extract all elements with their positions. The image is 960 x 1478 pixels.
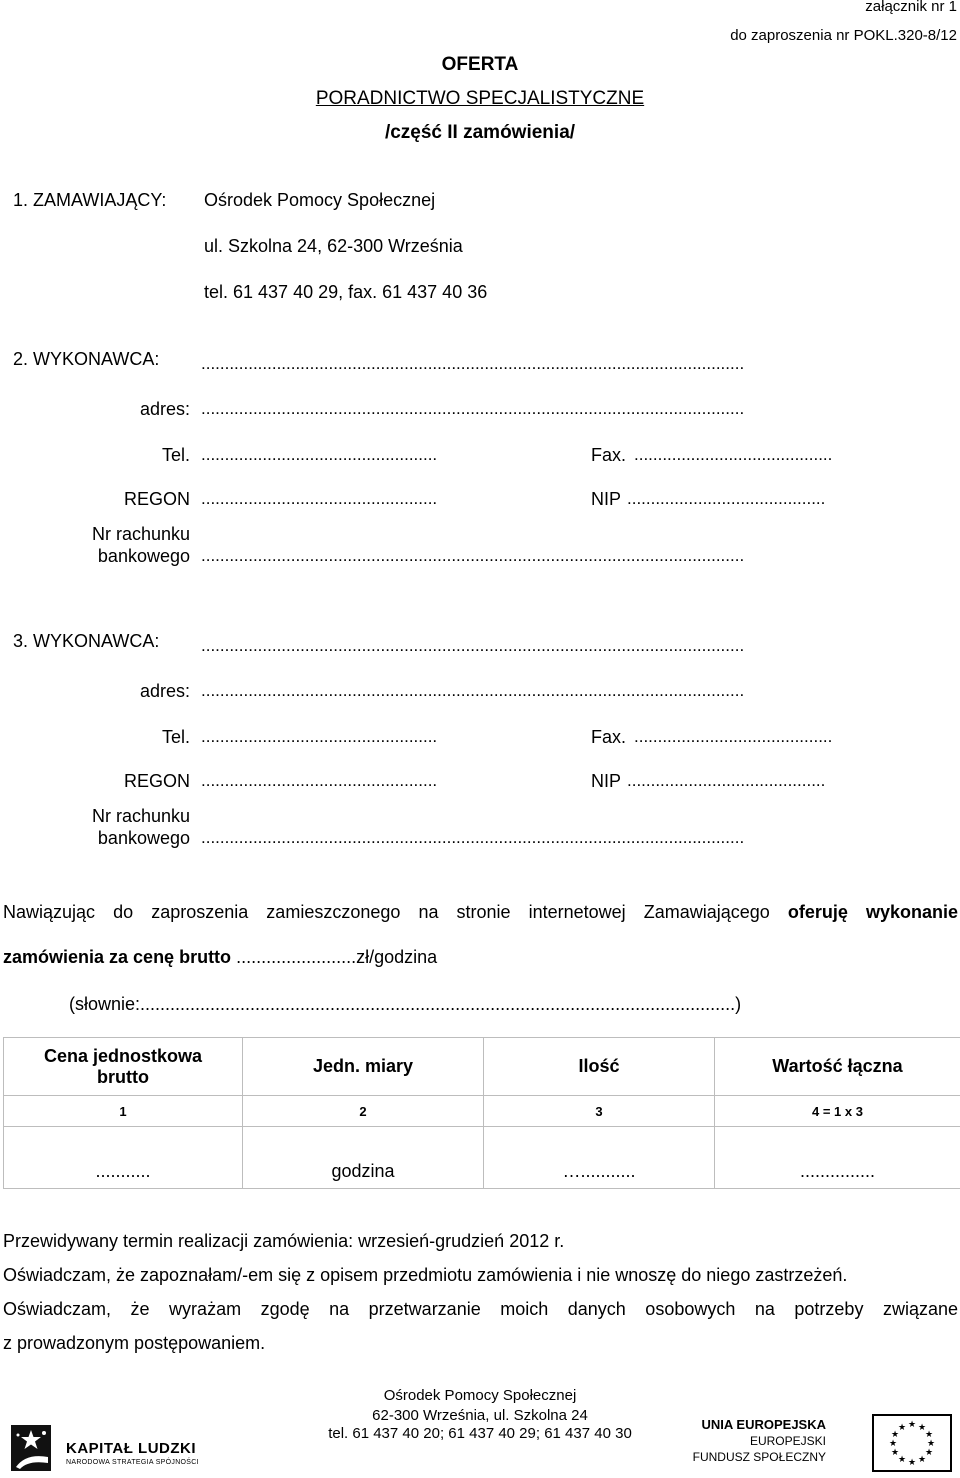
unit-price-field[interactable]: ........... [4,1127,243,1189]
svg-text:★: ★ [890,1448,900,1458]
col-number: 1 [4,1096,243,1127]
footer-phones: tel. 61 437 40 20; 61 437 40 29; 61 437 40 30 [328,1425,632,1442]
price-in-words-field[interactable]: (słownie:.......................................................................................................................) [69,994,742,1014]
kapital-ludzki-emblem-icon [8,1423,56,1475]
attachment-label: załącznik nr 1 [865,0,957,15]
fax-label: Fax. [591,445,627,465]
declaration-2-line1: Oświadczam, że wyrażam zgodę na przetwarzanie moich danych osobowych na potrzeby związane [3,1299,958,1319]
footer-address: 62-300 Września, ul. Szkolna 24 [372,1407,588,1424]
ordering-party-phones: tel. 61 437 40 29, fax. 61 437 40 36 [204,282,488,302]
account-field[interactable]: ................................................................................................................... [201,828,745,847]
contractor-name-field[interactable]: ................................................................................................................... [201,354,745,373]
document-subtitle: PORADNICTWO SPECJALISTYCZNE [315,88,645,109]
regon-field[interactable]: .................................................. [201,771,438,790]
nip-label: NIP [591,771,622,791]
regon-field[interactable]: .................................................. [201,489,438,508]
svg-text:★: ★ [907,1420,917,1430]
fax-field[interactable]: .......................................... [634,727,833,746]
account-label-line2: bankowego [97,546,190,566]
address-field[interactable]: ................................................................................................................... [201,399,745,418]
document-part: /część II zamówienia/ [384,122,576,143]
tel-label: Tel. [161,727,190,747]
svg-text:★: ★ [897,1423,907,1433]
declaration-1: Oświadczam, że zapoznałam/-em się z opisem przedmiotu zamówienia i nie wnoszę do niego zastrzeżeń. [3,1265,848,1285]
invitation-reference: do zaproszenia nr POKL.320-8/12 [730,27,957,44]
address-label: adres: [139,399,190,419]
address-field[interactable]: ................................................................................................................... [201,681,745,700]
offer-intro: Nawiązując do zaproszenia zamieszczonego na stronie internetowej Zamawiającego [3,902,770,922]
left-logo-subtitle: NARODOWA STRATEGIA SPÓJNOŚCI [66,1459,199,1466]
eu-flag-icon [841,1413,957,1473]
svg-text:★: ★ [888,1439,898,1449]
svg-text:★: ★ [926,1439,936,1449]
account-label-line2: bankowego [97,828,190,848]
quantity-field[interactable]: …........... [484,1127,715,1189]
svg-text:★: ★ [917,1423,927,1433]
ordering-party-name: Ośrodek Pomocy Społecznej [204,190,436,210]
ordering-party-address: ul. Szkolna 24, 62-300 Września [204,236,463,256]
col-number: 4 = 1 x 3 [715,1096,960,1127]
col-number: 3 [484,1096,715,1127]
svg-text:★: ★ [897,1455,907,1465]
svg-text:★: ★ [907,1458,917,1468]
svg-text:★: ★ [924,1448,934,1458]
total-field[interactable]: ............... [715,1127,960,1189]
fax-label: Fax. [591,727,627,747]
completion-term: Przewidywany termin realizacji zamówienia: wrzesień-grudzień 2012 r. [3,1231,565,1251]
contractor-name-field[interactable]: ................................................................................................................... [201,636,745,655]
left-logo-title: KAPITAŁ LUDZKI [66,1440,197,1457]
offer-price-line [3,947,437,968]
svg-text:★: ★ [924,1430,934,1440]
svg-text:★: ★ [890,1430,900,1440]
unit-cell: godzina [243,1127,484,1189]
regon-label: REGON [123,489,190,509]
offer-bold-1: oferuję wykonanie [787,902,958,922]
svg-text:★: ★ [917,1455,927,1465]
right-logo-line2: EUROPEJSKI [749,1434,826,1448]
fax-field[interactable]: .......................................... [634,445,833,464]
col-number: 2 [243,1096,484,1127]
contractor-label: 2. WYKONAWCA: [13,349,160,369]
nip-field[interactable]: .......................................... [627,771,826,790]
regon-label: REGON [123,771,190,791]
right-logo-line1: UNIA EUROPEJSKA [701,1417,826,1432]
eu-esf-logo [690,1413,957,1475]
document-title: OFERTA [441,54,519,75]
header-unit-price: Cena jednostkowa brutto [4,1038,243,1096]
account-label-line1: Nr rachunku [91,524,190,544]
header-total: Wartość łączna [715,1038,960,1096]
account-field[interactable]: ................................................................................................................... [201,546,745,565]
price-unit: zł/godzina [356,947,438,967]
offer-intro-line [3,902,958,923]
tel-field[interactable]: .................................................. [201,445,438,464]
tel-label: Tel. [161,445,190,465]
table-row [4,1127,960,1189]
footer-org: Ośrodek Pomocy Społecznej [383,1387,577,1404]
ordering-party-label: 1. ZAMAWIAJĄCY: [13,190,167,210]
offer-bold-2: zamówienia za cenę brutto [3,947,232,967]
table-number-row [4,1096,960,1127]
nip-field[interactable]: .......................................... [627,489,826,508]
address-label: adres: [139,681,190,701]
account-label-line1: Nr rachunku [91,806,190,826]
tel-field[interactable]: .................................................. [201,727,438,746]
offer-table [3,1037,960,1189]
header-quantity: Ilość [484,1038,715,1096]
header-unit: Jedn. miary [243,1038,484,1096]
nip-label: NIP [591,489,622,509]
contractor-label: 3. WYKONAWCA: [13,631,160,651]
table-header-row [4,1038,960,1096]
price-field[interactable]: ........................ [236,947,357,967]
right-logo-line3: FUNDUSZ SPOŁECZNY [692,1450,826,1464]
kapital-ludzki-logo [8,1423,223,1475]
declaration-2-line2: z prowadzonym postępowaniem. [3,1333,266,1353]
